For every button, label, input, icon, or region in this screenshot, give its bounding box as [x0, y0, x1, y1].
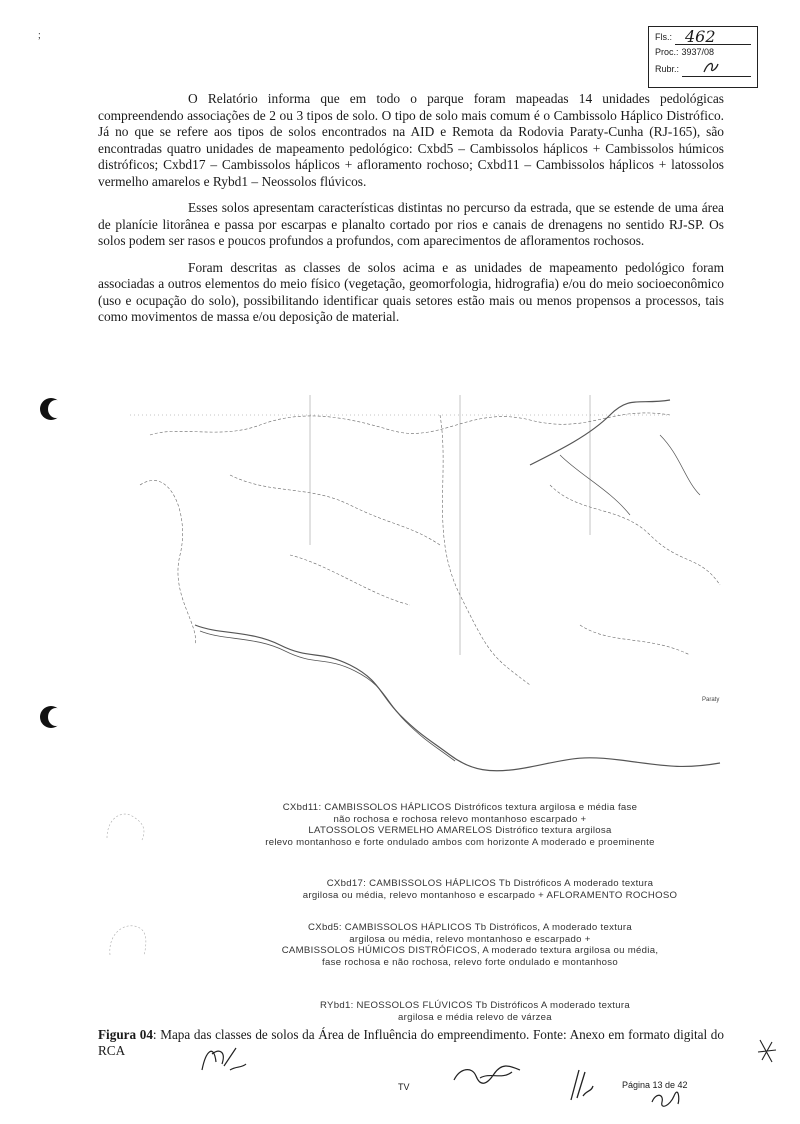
legend-cxbd17-line-1: CXbd17: CAMBISSOLOS HÁPLICOS Tb Distróficos A moderado textura [326, 878, 654, 889]
map-boundary-north [150, 413, 670, 435]
signature-center [450, 1062, 524, 1088]
legend-entry-cxbd5 [190, 922, 750, 968]
legend-cxbd5-line-1: CXbd5: CAMBISSOLOS HÁPLICOS Tb Distróficos, A moderado textura [308, 922, 632, 933]
map-river-east [660, 435, 700, 495]
stamp-rubr-row [655, 60, 751, 77]
map-road-parallel [200, 631, 455, 761]
legend-rybd1-line-1: RYbd1: NEOSSOLOS FLÚVICOS Tb Distróficos A moderado textura [319, 1000, 631, 1011]
corner-mark: ; [38, 30, 41, 41]
legend-cxbd5-line-3: CAMBISSOLOS HÚMICOS DISTRÓFICOS, A moderado textura argilosa ou média, [281, 945, 659, 956]
initials-margin-right [754, 1036, 780, 1066]
map-river-ne [530, 400, 670, 465]
stamp-proc-label: Proc.: [655, 47, 679, 57]
legend-entry-rybd1 [220, 1000, 730, 1023]
legend-swatch-cxbd5 [104, 920, 154, 960]
body-text [98, 91, 724, 336]
caption-text: : Mapa das classes de solos da Área de Influência do empreendimento. Fonte: Anexo em formato digital do RCA [98, 1027, 724, 1058]
map-boundary-east [440, 415, 530, 685]
legend-cxbd11-line-3: LATOSSOLOS VERMELHO AMARELOS Distrófico textura argilosa [308, 825, 612, 836]
stamp-fls-value: 462 [675, 30, 751, 45]
legend-cxbd11-line-1: CXbd11: CAMBISSOLOS HÁPLICOS Distróficos textura argilosa e média fase [282, 802, 638, 813]
stamp-fls-label: Fls.: [655, 32, 672, 42]
initials-signature-left [196, 1040, 248, 1080]
map-boundary-mid [230, 475, 440, 545]
legend-cxbd17-line-2: argilosa ou média, relevo montanhoso e escarpado + AFLORAMENTO ROCHOSO [302, 889, 678, 901]
paragraph-1: O Relatório informa que em todo o parque foram mapeadas 14 unidades pedológicas compreendendo associações de 2 ou 3 tipos de solo. O tipo de solo mais comum é o Cambissolo Háplico Distrófico. Já no que se refere aos tipos de solos encontrados na AID e Remota da Rodovia Paraty-Cunha (RJ-165), são encontradas quatro unidades de mapeamento pedológico: Cxbd5 – Cambissolos háplicos + Cambissolos húmicos distróficos; Cxbd17 – Cambissolos háplicos + afloramento rochoso; Cxbd11 – Cambissolos háplicos + latossolos vermelho amarelos e Rybd1 – Neossolos flúvicos. [98, 91, 724, 189]
map-boundary-inner [290, 555, 410, 605]
legend-cxbd5-line-2: argilosa ou média, relevo montanhoso e escarpado + [349, 933, 591, 945]
initials-under-page-number [648, 1090, 682, 1108]
map-river-branch [560, 455, 630, 515]
punch-hole-top [40, 398, 62, 420]
soil-map-drawing [110, 395, 740, 790]
paragraph-3: Foram descritas as classes de solos acima e as unidades de mapeamento pedológico foram associadas a outros elementos do meio físico (vegetação, geomorfologia, hidrografia) e/ou do meio socioeconômico (uso e ocupação do solo), possibilitando identificar quais setores estão mais ou menos propensos a processos, tais como movimentos de massa e/ou deposição de material. [98, 259, 724, 324]
legend-swatch-cxbd11 [102, 808, 152, 844]
legend-cxbd5-line-4: fase rochosa e não rochosa, relevo forte ondulado e montanhoso [322, 956, 618, 968]
map-boundary-ne [550, 485, 720, 585]
legend-entry-cxbd11 [170, 802, 750, 848]
figure-caption [98, 1027, 724, 1059]
paragraph-2: Esses solos apresentam características distintas no percurso da estrada, que se estende de uma área de planície litorânea e passa por escarpas e planalto cortado por rios e canais de drenagens no sentido RJ-SP. Os solos podem ser rasos e poucos profundos a profundos, com aparecimentos de afloramentos rochosos. [98, 200, 724, 248]
footer-tv-mark: TV [398, 1082, 410, 1092]
map-road-main [195, 625, 720, 771]
map-boundary-se [580, 625, 690, 655]
legend-entry-cxbd17 [240, 878, 740, 901]
map-boundary-west [140, 480, 196, 645]
stamp-rubr-signature [682, 60, 751, 77]
page-number: Página 13 de 42 [622, 1080, 688, 1090]
stamp-fls-row [655, 27, 751, 46]
legend-cxbd11-line-4: relevo montanhoso e forte ondulado ambos com horizonte A moderado e proeminente [265, 836, 655, 848]
stamp-proc-row [655, 45, 751, 60]
stamp-rubr-label: Rubr.: [655, 64, 680, 74]
caption-label: Figura 04 [98, 1027, 153, 1042]
protocol-stamp [648, 26, 758, 88]
punch-hole-bottom [40, 706, 62, 728]
soil-map [110, 395, 740, 790]
legend-rybd1-line-2: argilosa e média relevo de várzea [398, 1011, 552, 1023]
signature-right [565, 1066, 595, 1104]
stamp-proc-value: 3937/08 [681, 47, 715, 57]
legend-cxbd11-line-2: não rochosa e rochosa relevo montanhoso escarpado + [333, 813, 587, 825]
map-place-label: Paraty [702, 697, 720, 703]
